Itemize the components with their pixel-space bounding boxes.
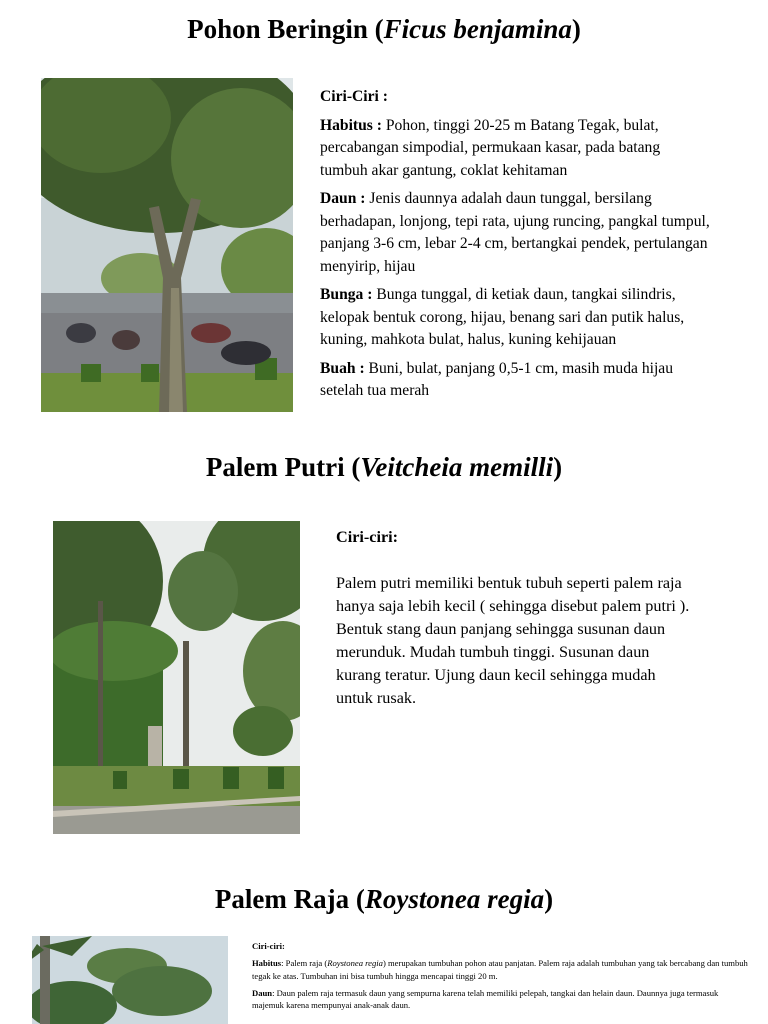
- ciri-heading: Ciri-Ciri :: [320, 88, 388, 105]
- palem-raja-description: [252, 940, 752, 1016]
- title-common-name: Palem Putri: [205, 452, 345, 482]
- trait-text: Jenis daunnya adalah daun tunggal, bersilang berhadapan, lonjong, tepi rata, ujung runcing, pangkal tumpul, panjang 3-6 cm, lebar 2-4 cm, bertangkai pendek, pertulangan menyirip, hijau: [320, 190, 710, 275]
- trait-label: Habitus :: [320, 116, 382, 134]
- trait-bunga: [320, 284, 710, 352]
- trait-label: Habitus: [252, 958, 282, 969]
- trait-label: Daun :: [320, 190, 366, 207]
- description-paragraph: Bentuk stang daun panjang sehingga susunan daun merunduk. Mudah tumbuh tinggi. Susunan daun kurang teratur. Ujung daun kecil sehingga mudah untuk rusak.: [336, 620, 666, 707]
- title-latin-name: Roystonea regia: [364, 884, 545, 914]
- trait-habitus: Habitus: Palem raja (Roystonea regia) merupakan tumbuhan pohon atau panjatan. Palem raja adalah tumbuhan yang tak bercabang dan tumbuh tegak ke atas. Tumbuhan ini bisa tumbuh hingga mencapai tinggi 20 m.: [252, 958, 748, 981]
- trait-label: Buah :: [320, 359, 365, 377]
- trait-buah: [320, 358, 710, 403]
- trait-text: Buni, bulat, panjang 0,5-1 cm, masih muda hijau setelah tua merah: [320, 359, 673, 399]
- description-paragraph: Palem putri memiliki bentuk tubuh seperti palem raja hanya saja lebih kecil ( sehingga disebut palem putri ).: [336, 574, 690, 615]
- beringin-photo: [41, 78, 293, 412]
- section-title-palem-raja: Palem Raja (Roystonea regia): [214, 884, 554, 914]
- palem-raja-photo: [32, 936, 228, 1024]
- trait-label: Bunga :: [320, 286, 373, 303]
- trait-label: Daun: [252, 987, 273, 998]
- title-common-name: Pohon Beringin: [187, 14, 368, 44]
- trait-text: Pohon, tinggi 20-25 m Batang Tegak, bulat, percabangan simpodial, permukaan kasar, pada batang tumbuh akar gantung, coklat kehitaman: [320, 116, 661, 179]
- palem-putri-photo: [53, 521, 300, 834]
- ciri-heading: Ciri-ciri:: [336, 528, 399, 546]
- trait-daun: Daun: Daun palem raja termasuk daun yang sempurna karena telah memiliki pelepah, tangkai dan helain daun. Daunnya juga termasuk majemuk karena mempunyai anak-anak daun.: [252, 987, 719, 1011]
- beringin-description: [320, 86, 710, 409]
- trait-habitus: [320, 115, 710, 183]
- title-common-name: Palem Raja: [214, 884, 350, 914]
- trait-daun: [320, 188, 710, 278]
- title-latin-name: Ficus benjamina: [383, 14, 572, 44]
- palem-putri-description: [336, 526, 696, 710]
- section-title-palem-putri: Palem Putri (Veitcheia memilli): [205, 452, 563, 482]
- trait-text: Bunga tunggal, di ketiak daun, tangkai silindris, kelopak bentuk corong, hijau, benang sari dan putik halus, kuning, mahkota bulat, halus, kuning kehijauan: [320, 286, 685, 348]
- section-title-beringin: Pohon Beringin (Ficus benjamina): [187, 14, 581, 44]
- ciri-heading: Ciri-ciri:: [252, 941, 285, 951]
- title-latin-name: Veitcheia memilli: [360, 452, 554, 482]
